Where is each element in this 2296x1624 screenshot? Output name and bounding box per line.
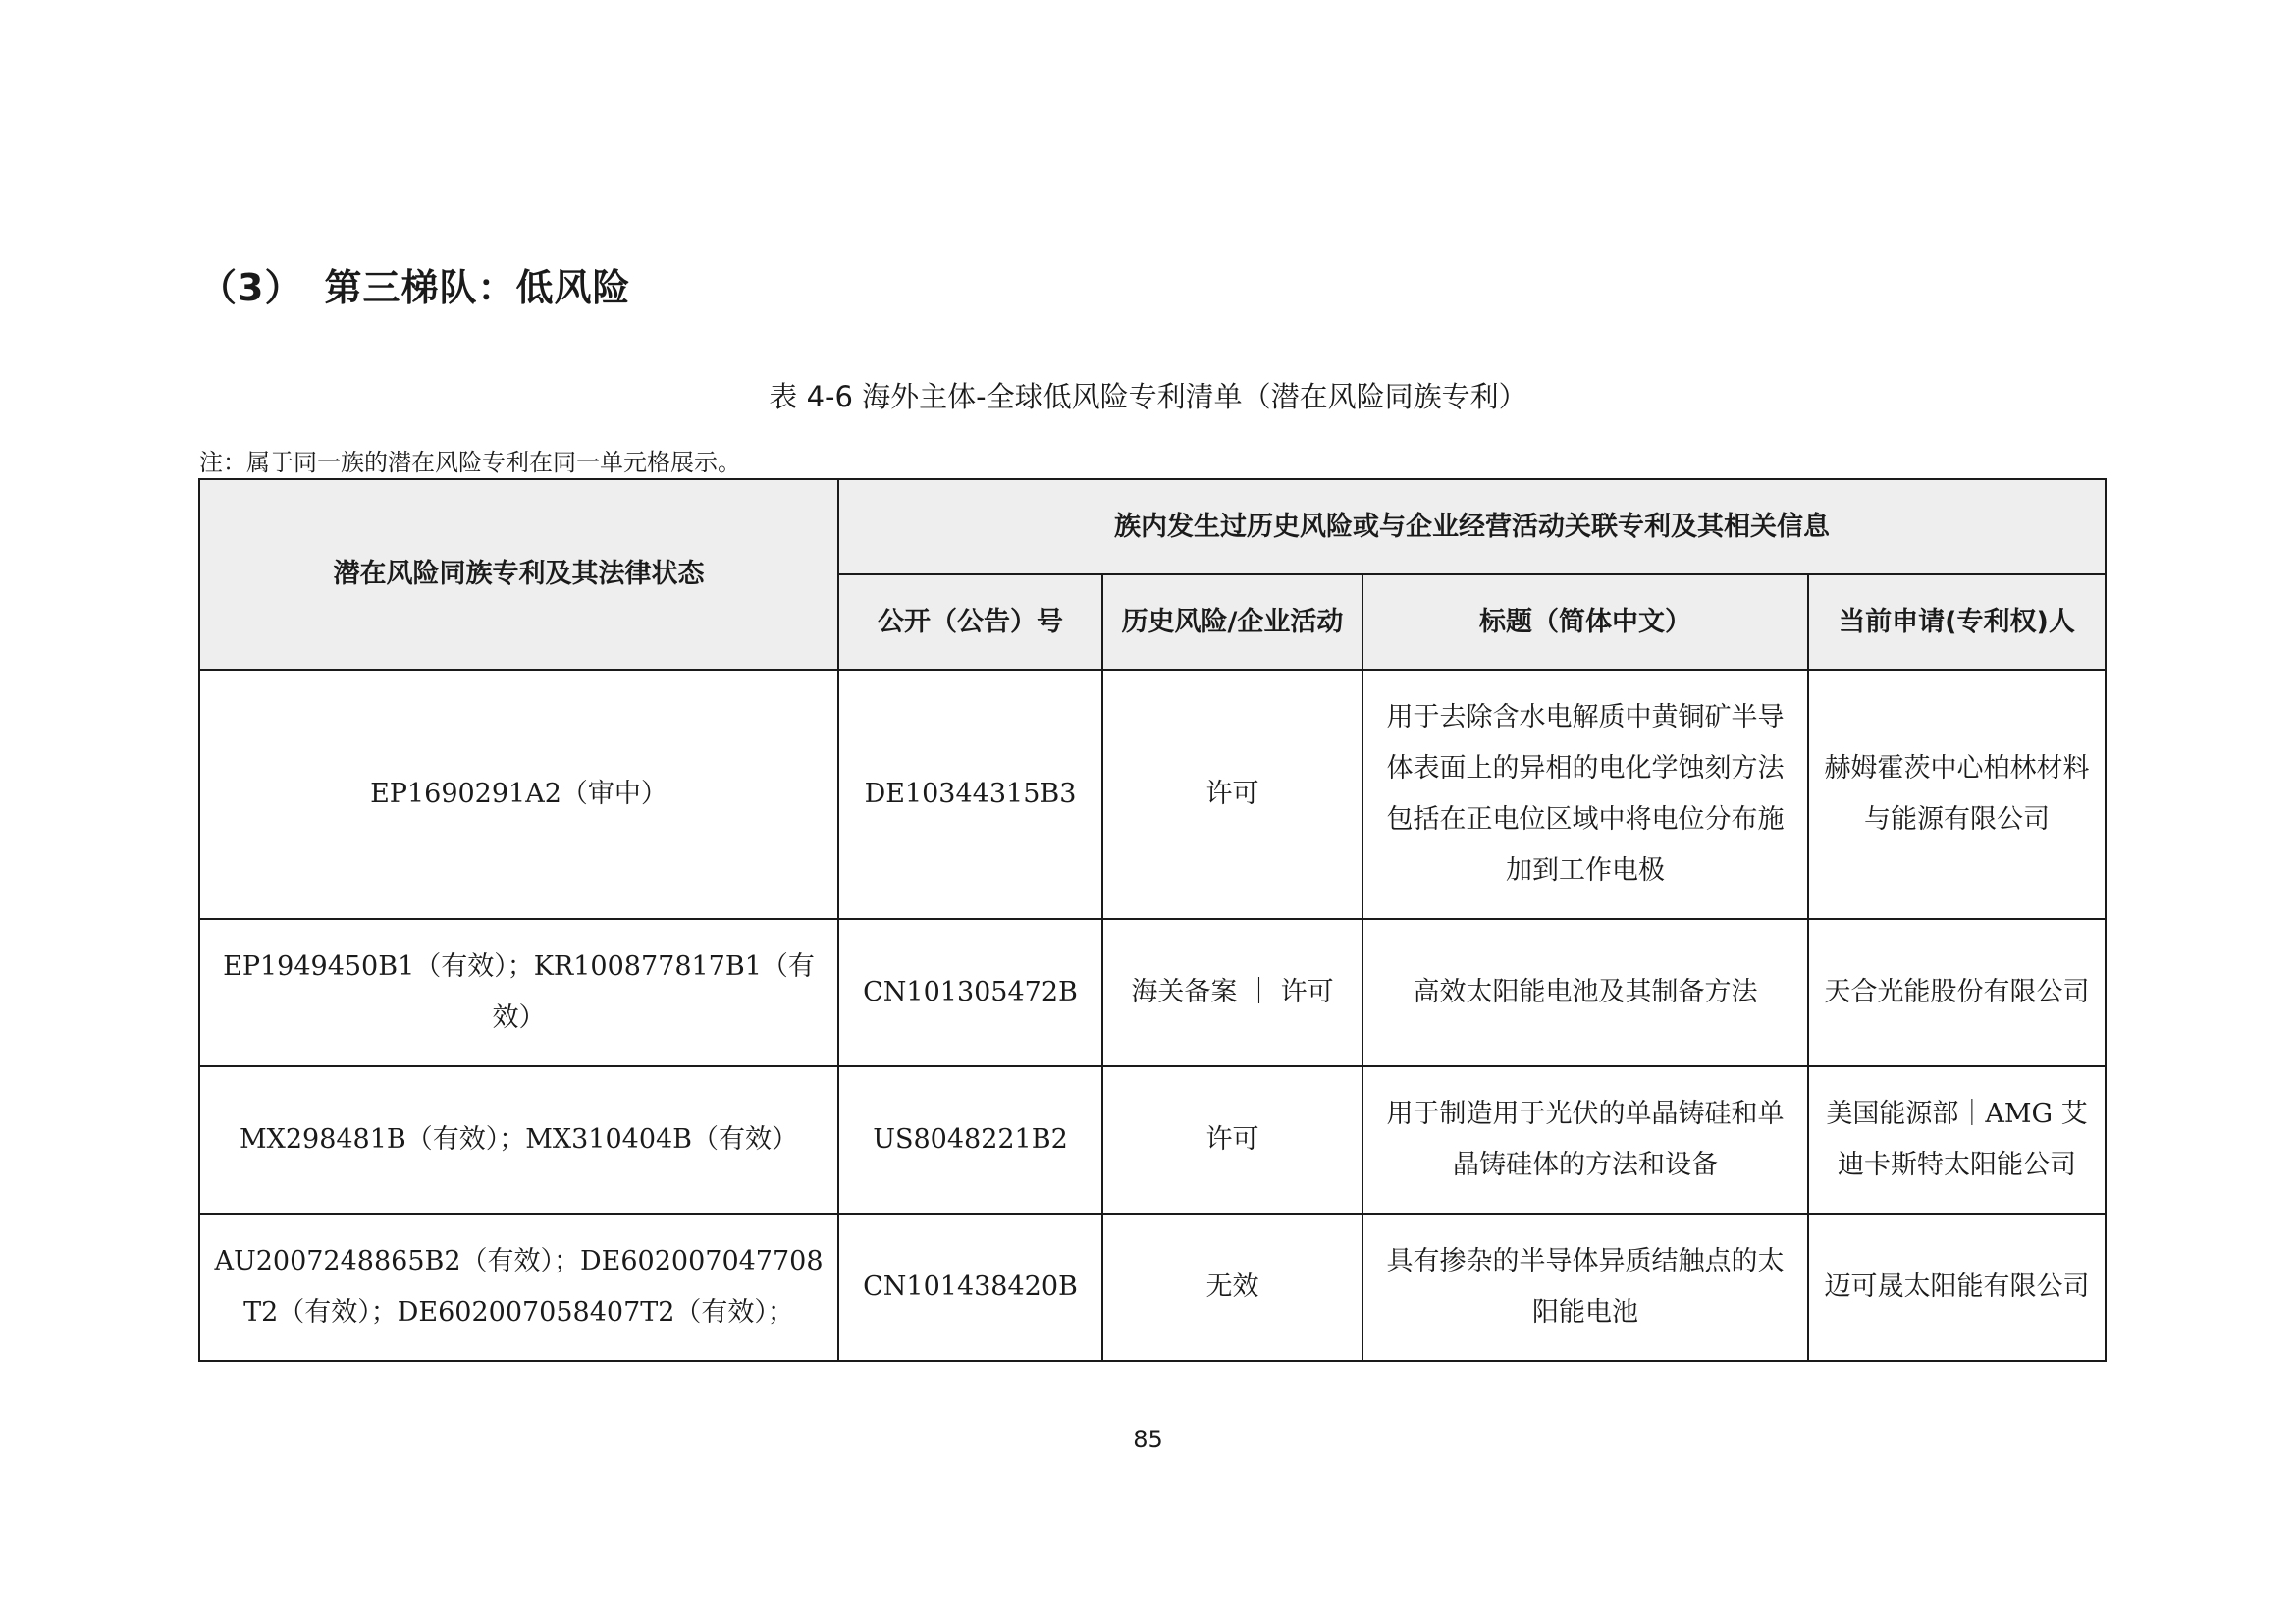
cell-applicant: 美国能源部｜AMG 艾迪卡斯特太阳能公司: [1808, 1066, 2106, 1214]
cell-risk: 无效: [1102, 1214, 1362, 1361]
section-title: 第三梯队：低风险: [324, 266, 631, 309]
cell-family: EP1690291A2（审中）: [199, 670, 838, 919]
cell-risk: 海关备案 ｜ 许可: [1102, 919, 1362, 1066]
table-caption: 表 4-6 海外主体-全球低风险专利清单（潜在风险同族专利）: [769, 380, 1527, 413]
cell-applicant: 天合光能股份有限公司: [1808, 919, 2106, 1066]
cell-title: 高效太阳能电池及其制备方法: [1362, 919, 1808, 1066]
cell-title: 用于去除含水电解质中黄铜矿半导体表面上的异相的电化学蚀刻方法包括在正电位区域中将电位分布施加到工作电极: [1362, 670, 1808, 919]
cell-risk: 许可: [1102, 1066, 1362, 1214]
cell-applicant: 赫姆霍茨中心柏林材料与能源有限公司: [1808, 670, 2106, 919]
cell-family: AU2007248865B2（有效）；DE602007047708T2（有效）；DE602007058407T2（有效）；: [199, 1214, 838, 1361]
header-family: 潜在风险同族专利及其法律状态: [199, 479, 838, 670]
patent-table: [198, 478, 2107, 1362]
table-row: [199, 919, 2106, 1066]
header-title: 标题（简体中文）: [1362, 574, 1808, 670]
table-header-row: [199, 479, 2106, 574]
header-pub-no: 公开（公告）号: [838, 574, 1102, 670]
section-heading: [199, 257, 630, 311]
header-group: 族内发生过历史风险或与企业经营活动关联专利及其相关信息: [838, 479, 2106, 574]
cell-family: EP1949450B1（有效）；KR100877817B1（有效）: [199, 919, 838, 1066]
table-row: [199, 1066, 2106, 1214]
cell-pub-no: CN101305472B: [838, 919, 1102, 1066]
cell-title: 具有掺杂的半导体异质结触点的太阳能电池: [1362, 1214, 1808, 1361]
cell-title: 用于制造用于光伏的单晶铸硅和单晶铸硅体的方法和设备: [1362, 1066, 1808, 1214]
cell-risk: 许可: [1102, 670, 1362, 919]
cell-pub-no: US8048221B2: [838, 1066, 1102, 1214]
cell-pub-no: CN101438420B: [838, 1214, 1102, 1361]
cell-pub-no: DE10344315B3: [838, 670, 1102, 919]
page-number: 85: [1133, 1426, 1163, 1453]
table-row: [199, 670, 2106, 919]
cell-family: MX298481B（有效）；MX310404B（有效）: [199, 1066, 838, 1214]
header-risk: 历史风险/企业活动: [1102, 574, 1362, 670]
header-applicant: 当前申请(专利权)人: [1808, 574, 2106, 670]
cell-applicant: 迈可晟太阳能有限公司: [1808, 1214, 2106, 1361]
table-note: 注：属于同一族的潜在风险专利在同一单元格展示。: [199, 449, 741, 476]
section-number: （3）: [199, 266, 303, 309]
table-row: [199, 1214, 2106, 1361]
